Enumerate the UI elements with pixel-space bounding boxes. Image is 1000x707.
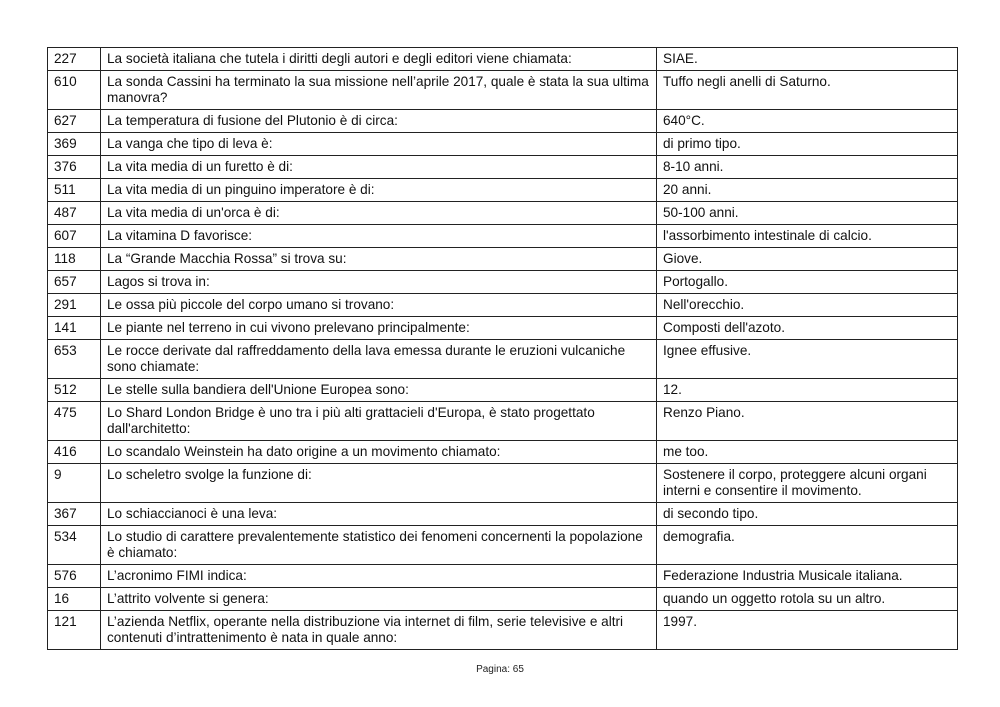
answer-text: 8-10 anni. xyxy=(657,156,958,179)
question-number: 9 xyxy=(48,464,101,503)
question-number: 653 xyxy=(48,340,101,379)
question-number: 534 xyxy=(48,526,101,565)
question-number: 121 xyxy=(48,611,101,650)
question-number: 576 xyxy=(48,565,101,588)
quiz-table xyxy=(47,47,958,650)
answer-text: 1997. xyxy=(657,611,958,650)
question-number: 657 xyxy=(48,271,101,294)
table-row xyxy=(48,202,958,225)
table-row xyxy=(48,526,958,565)
answer-text: 640°C. xyxy=(657,110,958,133)
question-text: Lo scheletro svolge la funzione di: xyxy=(101,464,657,503)
question-number: 227 xyxy=(48,48,101,71)
question-text: Le piante nel terreno in cui vivono prelevano principalmente: xyxy=(101,317,657,340)
table-row xyxy=(48,503,958,526)
question-number: 367 xyxy=(48,503,101,526)
table-row xyxy=(48,379,958,402)
question-text: L’azienda Netflix, operante nella distribuzione via internet di film, serie televisive e altri contenuti d’intrattenimento è nata in quale anno: xyxy=(101,611,657,650)
table-row xyxy=(48,611,958,650)
table-row xyxy=(48,588,958,611)
question-text: Lo scandalo Weinstein ha dato origine a un movimento chiamato: xyxy=(101,441,657,464)
question-text: La sonda Cassini ha terminato la sua missione nell’aprile 2017, quale è stata la sua ultima manovra? xyxy=(101,71,657,110)
answer-text: SIAE. xyxy=(657,48,958,71)
question-text: La vita media di un pinguino imperatore è di: xyxy=(101,179,657,202)
table-row xyxy=(48,271,958,294)
table-row xyxy=(48,179,958,202)
question-number: 291 xyxy=(48,294,101,317)
table-row xyxy=(48,48,958,71)
question-text: L’acronimo FIMI indica: xyxy=(101,565,657,588)
question-number: 475 xyxy=(48,402,101,441)
answer-text: 20 anni. xyxy=(657,179,958,202)
question-text: Le rocce derivate dal raffreddamento della lava emessa durante le eruzioni vulcaniche sono chiamate: xyxy=(101,340,657,379)
answer-text: di primo tipo. xyxy=(657,133,958,156)
question-number: 369 xyxy=(48,133,101,156)
question-text: Lagos si trova in: xyxy=(101,271,657,294)
answer-text: Portogallo. xyxy=(657,271,958,294)
question-text: Le stelle sulla bandiera dell'Unione Europea sono: xyxy=(101,379,657,402)
answer-text: demografia. xyxy=(657,526,958,565)
table-row xyxy=(48,71,958,110)
answer-text: Composti dell'azoto. xyxy=(657,317,958,340)
answer-text: quando un oggetto rotola su un altro. xyxy=(657,588,958,611)
table-row xyxy=(48,110,958,133)
page-number: Pagina: 65 xyxy=(476,664,524,675)
answer-text: di secondo tipo. xyxy=(657,503,958,526)
question-number: 118 xyxy=(48,248,101,271)
question-text: L’attrito volvente si genera: xyxy=(101,588,657,611)
answer-text: me too. xyxy=(657,441,958,464)
table-row xyxy=(48,565,958,588)
answer-text: Federazione Industria Musicale italiana. xyxy=(657,565,958,588)
table-row xyxy=(48,402,958,441)
question-number: 512 xyxy=(48,379,101,402)
question-text: La “Grande Macchia Rossa” si trova su: xyxy=(101,248,657,271)
question-text: La vita media di un'orca è di: xyxy=(101,202,657,225)
table-row xyxy=(48,156,958,179)
question-text: Le ossa più piccole del corpo umano si trovano: xyxy=(101,294,657,317)
answer-text: Giove. xyxy=(657,248,958,271)
table-row xyxy=(48,464,958,503)
question-number: 416 xyxy=(48,441,101,464)
table-row xyxy=(48,340,958,379)
answer-text: Tuffo negli anelli di Saturno. xyxy=(657,71,958,110)
answer-text: 12. xyxy=(657,379,958,402)
question-text: La vita media di un furetto è di: xyxy=(101,156,657,179)
table-row xyxy=(48,225,958,248)
question-text: La vitamina D favorisce: xyxy=(101,225,657,248)
table-row xyxy=(48,133,958,156)
answer-text: 50-100 anni. xyxy=(657,202,958,225)
answer-text: Nell'orecchio. xyxy=(657,294,958,317)
question-number: 627 xyxy=(48,110,101,133)
table-row xyxy=(48,294,958,317)
question-number: 610 xyxy=(48,71,101,110)
question-text: Lo studio di carattere prevalentemente statistico dei fenomeni concernenti la popolazione è chiamato: xyxy=(101,526,657,565)
question-number: 141 xyxy=(48,317,101,340)
table-row xyxy=(48,248,958,271)
answer-text: Sostenere il corpo, proteggere alcuni organi interni e consentire il movimento. xyxy=(657,464,958,503)
table-row xyxy=(48,441,958,464)
question-text: Lo schiaccianoci è una leva: xyxy=(101,503,657,526)
answer-text: Ignee effusive. xyxy=(657,340,958,379)
question-number: 487 xyxy=(48,202,101,225)
question-text: Lo Shard London Bridge è uno tra i più alti grattacieli d'Europa, è stato progettato dall'architetto: xyxy=(101,402,657,441)
question-text: La vanga che tipo di leva è: xyxy=(101,133,657,156)
question-text: La temperatura di fusione del Plutonio è di circa: xyxy=(101,110,657,133)
question-number: 376 xyxy=(48,156,101,179)
table-row xyxy=(48,317,958,340)
question-number: 511 xyxy=(48,179,101,202)
answer-text: Renzo Piano. xyxy=(657,402,958,441)
question-number: 607 xyxy=(48,225,101,248)
question-text: La società italiana che tutela i diritti degli autori e degli editori viene chiamata: xyxy=(101,48,657,71)
answer-text: l'assorbimento intestinale di calcio. xyxy=(657,225,958,248)
question-number: 16 xyxy=(48,588,101,611)
